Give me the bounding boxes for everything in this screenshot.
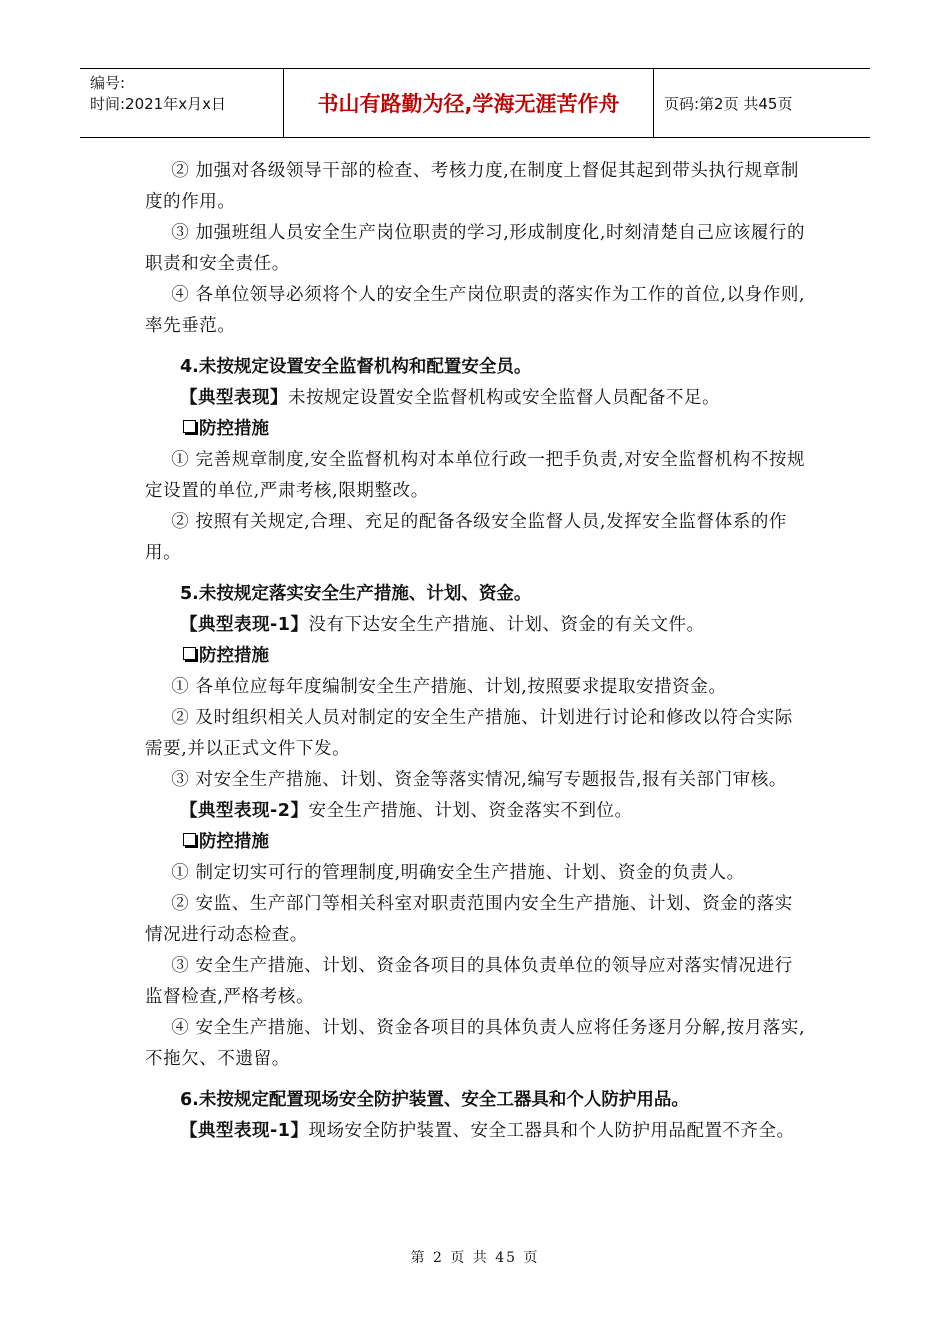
measures-heading (145, 641, 810, 672)
typical-tag: 【典型表现-2】 (180, 801, 309, 821)
typical-text: 未按规定设置安全监督机构或安全监督人员配备不足。 (288, 388, 720, 408)
time-label: 时间:2021年x月x日 (90, 95, 226, 113)
paragraph: ① 制定切实可行的管理制度,明确安全生产措施、计划、资金的负责人。 (171, 863, 745, 883)
document-body (145, 156, 810, 1147)
measures-label: 防控措施 (199, 419, 269, 439)
paragraph: ② 安监、生产部门等相关科室对职责范围内安全生产措施、计划、资金的落实情况进行动态检查。 (145, 894, 793, 945)
section-title: 6.未按规定配置现场安全防护装置、安全工器具和个人防护用品。 (180, 1090, 689, 1110)
paragraph: ④ 各单位领导必须将个人的安全生产岗位职责的落实作为工作的首位,以身作则,率先垂范。 (145, 285, 806, 336)
checkbox-icon (183, 833, 196, 846)
typical-manifestation (145, 1116, 810, 1147)
section-title: 5.未按规定落实安全生产措施、计划、资金。 (180, 584, 532, 604)
typical-tag: 【典型表现】 (180, 388, 288, 408)
page-header (80, 68, 870, 138)
typical-manifestation (145, 610, 810, 641)
measures-heading (145, 827, 810, 858)
measures-label: 防控措施 (199, 832, 269, 852)
code-label: 编号: (90, 74, 126, 92)
paragraph: ① 完善规章制度,安全监督机构对本单位行政一把手负责,对安全监督机构不按规定设置的单位,严肃考核,限期整改。 (145, 450, 806, 501)
typical-tag: 【典型表现-1】 (180, 615, 309, 635)
typical-text: 现场安全防护装置、安全工器具和个人防护用品配置不齐全。 (308, 1121, 795, 1141)
header-meta (80, 69, 284, 137)
paragraph: ③ 对安全生产措施、计划、资金等落实情况,编写专题报告,报有关部门审核。 (171, 770, 788, 790)
page-footer: 第 2 页 共 45 页 (410, 1250, 540, 1266)
paragraph: ② 及时组织相关人员对制定的安全生产措施、计划进行讨论和修改以符合实际需要,并以正式文件下发。 (145, 708, 793, 759)
typical-tag: 【典型表现-1】 (180, 1121, 309, 1141)
typical-manifestation (145, 796, 810, 827)
paragraph: ② 加强对各级领导干部的检查、考核力度,在制度上督促其起到带头执行规章制度的作用。 (145, 161, 799, 212)
section-title: 4.未按规定设置安全监督机构和配置安全员。 (180, 357, 532, 377)
paragraph: ② 按照有关规定,合理、充足的配备各级安全监督人员,发挥安全监督体系的作用。 (145, 512, 788, 563)
checkbox-icon (183, 420, 196, 433)
checkbox-icon (183, 647, 196, 660)
measures-label: 防控措施 (199, 646, 269, 666)
paragraph: ① 各单位应每年度编制安全生产措施、计划,按照要求提取安措资金。 (171, 677, 727, 697)
typical-text: 没有下达安全生产措施、计划、资金的有关文件。 (308, 615, 705, 635)
measures-heading (145, 414, 810, 445)
typical-text: 安全生产措施、计划、资金落实不到位。 (308, 801, 633, 821)
header-motto: 书山有路勤为径,学海无涯苦作舟 (284, 69, 654, 137)
paragraph: ③ 加强班组人员安全生产岗位职责的学习,形成制度化,时刻清楚自己应该履行的职责和安全责任。 (145, 223, 806, 274)
typical-manifestation (145, 383, 810, 414)
header-page-info: 页码:第2页 共45页 (664, 94, 793, 113)
paragraph: ③ 安全生产措施、计划、资金各项目的具体负责单位的领导应对落实情况进行监督检查,严格考核。 (145, 956, 793, 1007)
paragraph: ④ 安全生产措施、计划、资金各项目的具体负责人应将任务逐月分解,按月落实,不拖欠、不遗留。 (145, 1018, 806, 1069)
